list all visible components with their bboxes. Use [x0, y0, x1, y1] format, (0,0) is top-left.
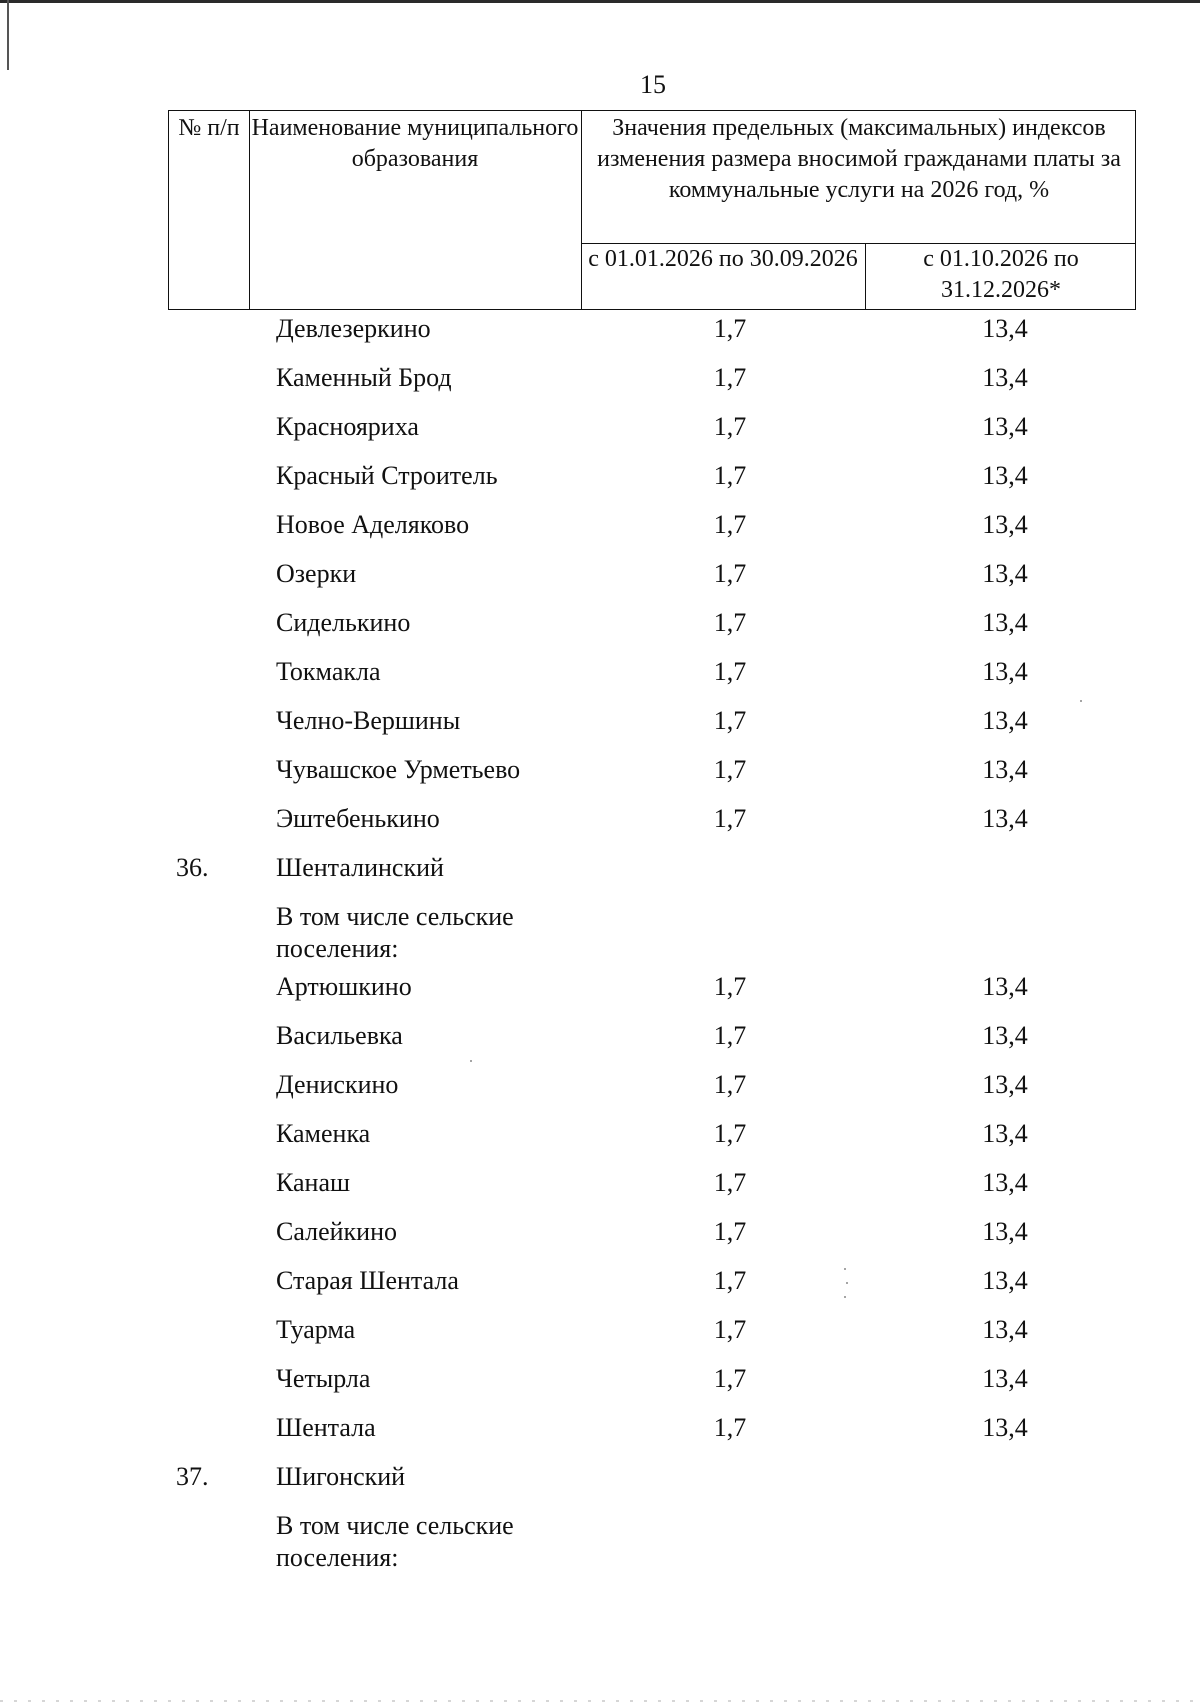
header-values-col: Значения предельных (максимальных) индексов изменения размера вносимой гражданами платы за коммунальные услуги на 2026 год, %: [597, 115, 1121, 203]
index-period-1: 1,7: [713, 972, 747, 1001]
index-period-1: 1,7: [713, 1021, 747, 1050]
index-period-1: 1,7: [713, 412, 747, 441]
index-period-1: 1,7: [713, 461, 747, 490]
index-period-1: 1,7: [713, 1168, 747, 1197]
index-period-2: 13,4: [982, 804, 1028, 833]
municipality-name: Красный Строитель: [276, 461, 498, 490]
municipality-name: Сиделькино: [276, 608, 411, 637]
index-period-1: 1,7: [713, 363, 747, 392]
index-period-2: 13,4: [982, 412, 1028, 441]
header-period-1: с 01.01.2026 по 30.09.2026: [588, 246, 858, 272]
municipality-name: Канаш: [276, 1168, 351, 1197]
index-period-1: 1,7: [713, 1070, 747, 1099]
index-period-1: 1,7: [713, 1413, 747, 1442]
header-period-2: с 01.10.2026 по 31.12.2026*: [923, 246, 1079, 303]
index-period-2: 13,4: [982, 608, 1028, 637]
index-period-1: 1,7: [713, 706, 747, 735]
index-period-1: 1,7: [713, 657, 747, 686]
scan-edge-left: [7, 0, 9, 70]
index-period-2: 13,4: [982, 706, 1028, 735]
index-period-2: 13,4: [982, 1070, 1028, 1099]
index-period-1: 1,7: [713, 804, 747, 833]
index-period-2: 13,4: [982, 1315, 1028, 1344]
municipality-name: Васильевка: [276, 1021, 403, 1050]
municipality-name: Каменка: [276, 1119, 371, 1148]
index-period-1: 1,7: [713, 608, 747, 637]
scan-speck: [470, 1060, 472, 1062]
municipality-name: Озерки: [276, 559, 357, 588]
municipality-name: В том числе сельские поселения:: [276, 902, 514, 963]
header-num-col: № п/п: [178, 115, 240, 141]
index-period-2: 13,4: [982, 1413, 1028, 1442]
row-number: 36.: [176, 853, 209, 882]
scan-edge-bottom: [0, 1700, 1200, 1702]
index-period-1: 1,7: [713, 755, 747, 784]
index-period-2: 13,4: [982, 559, 1028, 588]
municipality-name: В том числе сельские поселения:: [276, 1511, 514, 1572]
municipality-name: Новое Аделяково: [276, 510, 470, 539]
municipality-name: Шигонский: [276, 1462, 406, 1491]
index-period-1: 1,7: [713, 1315, 747, 1344]
index-period-2: 13,4: [982, 461, 1028, 490]
municipality-name: Салейкино: [276, 1217, 397, 1246]
municipality-name: Денискино: [276, 1070, 399, 1099]
municipality-name: Краснояриха: [276, 412, 419, 441]
header-name-col: Наименование муниципального образования: [251, 115, 579, 172]
index-period-2: 13,4: [982, 1021, 1028, 1050]
municipality-name: Туарма: [276, 1315, 356, 1344]
scan-speck: [844, 1268, 846, 1270]
index-period-2: 13,4: [982, 1217, 1028, 1246]
index-period-1: 1,7: [713, 1364, 747, 1393]
index-period-1: 1,7: [713, 1119, 747, 1148]
index-period-2: 13,4: [982, 1168, 1028, 1197]
index-period-2: 13,4: [982, 1119, 1028, 1148]
index-period-1: 1,7: [713, 314, 747, 343]
scan-speck: [844, 1296, 846, 1298]
index-period-1: 1,7: [713, 559, 747, 588]
scan-speck: [846, 1282, 848, 1284]
municipality-name: Каменный Брод: [276, 363, 452, 392]
index-period-2: 13,4: [982, 314, 1028, 343]
index-period-1: 1,7: [713, 510, 747, 539]
municipality-name: Токмакла: [276, 657, 381, 686]
municipality-name: Четырла: [276, 1364, 371, 1393]
index-period-2: 13,4: [982, 510, 1028, 539]
municipality-name: Артюшкино: [276, 972, 412, 1001]
municipality-name: Чувашское Урметьево: [276, 755, 521, 784]
municipality-name: Эштебенькино: [276, 804, 440, 833]
index-period-1: 1,7: [713, 1217, 747, 1246]
index-period-2: 13,4: [982, 657, 1028, 686]
index-period-1: 1,7: [713, 1266, 747, 1295]
municipality-name: Шенталинский: [276, 853, 444, 882]
index-period-2: 13,4: [982, 363, 1028, 392]
index-period-2: 13,4: [982, 1266, 1028, 1295]
row-number: 37.: [176, 1462, 209, 1491]
index-period-2: 13,4: [982, 755, 1028, 784]
municipality-name: Девлезеркино: [276, 314, 431, 343]
municipality-name: Старая Шентала: [276, 1266, 459, 1295]
index-period-2: 13,4: [982, 972, 1028, 1001]
municipality-name: Челно-Вершины: [276, 706, 461, 735]
page-number: 15: [640, 70, 666, 99]
scan-edge: [0, 0, 1200, 3]
table-header: [168, 110, 1136, 310]
index-period-2: 13,4: [982, 1364, 1028, 1393]
scan-speck: [1080, 700, 1082, 702]
municipality-name: Шентала: [276, 1413, 376, 1442]
